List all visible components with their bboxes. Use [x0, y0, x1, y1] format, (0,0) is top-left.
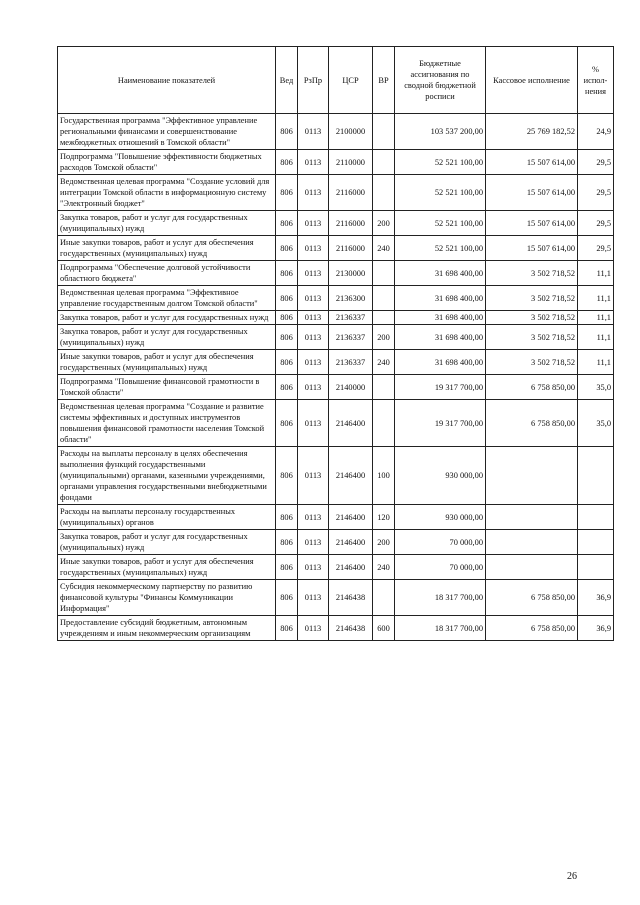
table-row — [58, 236, 614, 261]
row-pct-cell: 29,5 — [578, 211, 614, 236]
row-csr-cell: 2130000 — [329, 261, 373, 286]
row-rzpr-cell: 0113 — [298, 286, 329, 311]
row-name-cell: Подпрограмма "Повышение эффективности бюджетных расходов Томской области" — [58, 150, 276, 175]
row-ved-cell: 806 — [276, 261, 298, 286]
row-budget-cell: 31 698 400,00 — [395, 350, 486, 375]
row-vr-cell — [373, 375, 395, 400]
row-vr-cell — [373, 150, 395, 175]
row-pct-cell: 35,0 — [578, 400, 614, 447]
row-ved-cell: 806 — [276, 447, 298, 505]
row-pct-cell: 36,9 — [578, 580, 614, 616]
row-name-cell: Подпрограмма "Повышение финансовой грамотности в Томской области" — [58, 375, 276, 400]
row-kassa-cell: 6 758 850,00 — [486, 580, 578, 616]
row-pct-cell: 11,1 — [578, 261, 614, 286]
row-ved-cell: 806 — [276, 325, 298, 350]
row-budget-cell: 18 317 700,00 — [395, 616, 486, 641]
table-row — [58, 261, 614, 286]
row-csr-cell: 2140000 — [329, 375, 373, 400]
page-number: 26 — [567, 871, 577, 882]
row-csr-cell: 2146400 — [329, 555, 373, 580]
row-rzpr-cell: 0113 — [298, 530, 329, 555]
row-kassa-cell — [486, 530, 578, 555]
row-name-cell: Закупка товаров, работ и услуг для государственных (муниципальных) нужд — [58, 325, 276, 350]
row-csr-cell: 2136337 — [329, 350, 373, 375]
row-name-cell: Закупка товаров, работ и услуг для государственных (муниципальных) нужд — [58, 211, 276, 236]
row-kassa-cell — [486, 505, 578, 530]
row-csr-cell: 2100000 — [329, 114, 373, 150]
row-pct-cell: 11,1 — [578, 325, 614, 350]
row-vr-cell — [373, 311, 395, 325]
row-name-cell: Ведомственная целевая программа "Создание условий для интеграции Томской области в информационную систему "Электронный бюджет" — [58, 175, 276, 211]
row-budget-cell: 103 537 200,00 — [395, 114, 486, 150]
row-pct-cell — [578, 447, 614, 505]
row-vr-cell — [373, 261, 395, 286]
row-pct-cell: 11,1 — [578, 286, 614, 311]
row-ved-cell: 806 — [276, 150, 298, 175]
row-budget-cell: 31 698 400,00 — [395, 286, 486, 311]
row-ved-cell: 806 — [276, 350, 298, 375]
row-budget-cell: 930 000,00 — [395, 505, 486, 530]
table-row — [58, 555, 614, 580]
row-rzpr-cell: 0113 — [298, 114, 329, 150]
table-row — [58, 114, 614, 150]
header-rzpr: РзПр — [298, 47, 329, 114]
row-name-cell: Предоставление субсидий бюджетным, автономным учреждениям и иным некоммерческим организациям — [58, 616, 276, 641]
row-ved-cell: 806 — [276, 530, 298, 555]
row-csr-cell: 2146400 — [329, 505, 373, 530]
header-csr: ЦСР — [329, 47, 373, 114]
row-vr-cell: 200 — [373, 211, 395, 236]
table-row — [58, 175, 614, 211]
row-kassa-cell: 15 507 614,00 — [486, 211, 578, 236]
row-rzpr-cell: 0113 — [298, 350, 329, 375]
row-pct-cell — [578, 555, 614, 580]
table-row — [58, 311, 614, 325]
row-ved-cell: 806 — [276, 114, 298, 150]
row-csr-cell: 2116000 — [329, 236, 373, 261]
row-csr-cell: 2146438 — [329, 616, 373, 641]
row-rzpr-cell: 0113 — [298, 311, 329, 325]
row-ved-cell: 806 — [276, 375, 298, 400]
table-row — [58, 350, 614, 375]
row-kassa-cell: 6 758 850,00 — [486, 616, 578, 641]
row-kassa-cell: 6 758 850,00 — [486, 375, 578, 400]
row-rzpr-cell: 0113 — [298, 555, 329, 580]
table-body — [58, 114, 614, 641]
table-row — [58, 530, 614, 555]
row-name-cell: Расходы на выплаты персоналу в целях обеспечения выполнения функций государственными (муниципальными) органами, казенными учреждениями, органами управления государственными внебюджетными фондами — [58, 447, 276, 505]
row-name-cell: Ведомственная целевая программа "Создание и развитие системы эффективных и доступных инструментов повышения финансовой грамотности населения Томской области" — [58, 400, 276, 447]
budget-execution-table — [57, 46, 614, 641]
row-ved-cell: 806 — [276, 236, 298, 261]
row-vr-cell: 200 — [373, 530, 395, 555]
row-name-cell: Иные закупки товаров, работ и услуг для обеспечения государственных (муниципальных) нужд — [58, 236, 276, 261]
row-kassa-cell: 15 507 614,00 — [486, 150, 578, 175]
row-ved-cell: 806 — [276, 400, 298, 447]
row-csr-cell: 2146400 — [329, 447, 373, 505]
row-pct-cell: 11,1 — [578, 311, 614, 325]
header-name: Наименование показателей — [58, 47, 276, 114]
row-budget-cell: 52 521 100,00 — [395, 175, 486, 211]
row-rzpr-cell: 0113 — [298, 175, 329, 211]
table-row — [58, 286, 614, 311]
row-name-cell: Подпрограмма "Обеспечение долговой устойчивости областного бюджета" — [58, 261, 276, 286]
row-rzpr-cell: 0113 — [298, 616, 329, 641]
row-name-cell: Ведомственная целевая программа "Эффективное управление государственным долгом Томской области" — [58, 286, 276, 311]
row-csr-cell: 2146438 — [329, 580, 373, 616]
row-kassa-cell: 15 507 614,00 — [486, 175, 578, 211]
row-vr-cell — [373, 580, 395, 616]
row-vr-cell — [373, 114, 395, 150]
row-budget-cell: 31 698 400,00 — [395, 311, 486, 325]
row-name-cell: Закупка товаров, работ и услуг для государственных (муниципальных) нужд — [58, 530, 276, 555]
row-ved-cell: 806 — [276, 505, 298, 530]
row-ved-cell: 806 — [276, 555, 298, 580]
header-vr: ВР — [373, 47, 395, 114]
row-vr-cell: 240 — [373, 350, 395, 375]
row-pct-cell — [578, 530, 614, 555]
row-budget-cell: 70 000,00 — [395, 555, 486, 580]
row-pct-cell: 29,5 — [578, 150, 614, 175]
row-kassa-cell: 3 502 718,52 — [486, 261, 578, 286]
row-ved-cell: 806 — [276, 211, 298, 236]
row-ved-cell: 806 — [276, 175, 298, 211]
row-name-cell: Расходы на выплаты персоналу государственных (муниципальных) органов — [58, 505, 276, 530]
table-row — [58, 616, 614, 641]
row-vr-cell: 120 — [373, 505, 395, 530]
row-ved-cell: 806 — [276, 286, 298, 311]
row-budget-cell: 31 698 400,00 — [395, 261, 486, 286]
row-budget-cell: 19 317 700,00 — [395, 400, 486, 447]
row-vr-cell — [373, 400, 395, 447]
row-name-cell: Закупка товаров, работ и услуг для государственных нужд — [58, 311, 276, 325]
row-vr-cell: 240 — [373, 555, 395, 580]
row-kassa-cell: 3 502 718,52 — [486, 350, 578, 375]
row-kassa-cell: 3 502 718,52 — [486, 311, 578, 325]
row-rzpr-cell: 0113 — [298, 580, 329, 616]
row-rzpr-cell: 0113 — [298, 505, 329, 530]
row-name-cell: Иные закупки товаров, работ и услуг для обеспечения государственных (муниципальных) нужд — [58, 350, 276, 375]
row-name-cell: Иные закупки товаров, работ и услуг для обеспечения государственных (муниципальных) нужд — [58, 555, 276, 580]
row-pct-cell: 11,1 — [578, 350, 614, 375]
header-kassa: Кассовое исполнение — [486, 47, 578, 114]
table-row — [58, 400, 614, 447]
row-rzpr-cell: 0113 — [298, 447, 329, 505]
table-header-row — [58, 47, 614, 114]
row-rzpr-cell: 0113 — [298, 325, 329, 350]
row-rzpr-cell: 0113 — [298, 211, 329, 236]
row-rzpr-cell: 0113 — [298, 261, 329, 286]
row-budget-cell: 19 317 700,00 — [395, 375, 486, 400]
row-vr-cell: 100 — [373, 447, 395, 505]
table-row — [58, 325, 614, 350]
row-rzpr-cell: 0113 — [298, 400, 329, 447]
header-budget: Бюджетные ассигнования по сводной бюджетной росписи — [395, 47, 486, 114]
row-kassa-cell: 3 502 718,52 — [486, 286, 578, 311]
row-csr-cell: 2136337 — [329, 325, 373, 350]
row-name-cell: Субсидия некоммерческому партнерству по развитию финансовой культуры "Финансы Коммуникации Информация" — [58, 580, 276, 616]
row-rzpr-cell: 0113 — [298, 375, 329, 400]
row-vr-cell — [373, 286, 395, 311]
table-row — [58, 375, 614, 400]
row-rzpr-cell: 0113 — [298, 150, 329, 175]
row-budget-cell: 70 000,00 — [395, 530, 486, 555]
row-vr-cell: 600 — [373, 616, 395, 641]
row-pct-cell: 29,5 — [578, 175, 614, 211]
row-ved-cell: 806 — [276, 580, 298, 616]
row-kassa-cell — [486, 555, 578, 580]
row-pct-cell: 35,0 — [578, 375, 614, 400]
row-pct-cell: 36,9 — [578, 616, 614, 641]
row-name-cell: Государственная программа "Эффективное управление региональными финансами и совершенствование межбюджетных отношений в Томской области" — [58, 114, 276, 150]
row-csr-cell: 2136337 — [329, 311, 373, 325]
row-budget-cell: 31 698 400,00 — [395, 325, 486, 350]
row-vr-cell — [373, 175, 395, 211]
row-csr-cell: 2146400 — [329, 530, 373, 555]
row-csr-cell: 2136300 — [329, 286, 373, 311]
header-pct: % испол-нения — [578, 47, 614, 114]
row-vr-cell: 200 — [373, 325, 395, 350]
row-kassa-cell: 15 507 614,00 — [486, 236, 578, 261]
row-budget-cell: 52 521 100,00 — [395, 150, 486, 175]
row-vr-cell: 240 — [373, 236, 395, 261]
row-budget-cell: 930 000,00 — [395, 447, 486, 505]
row-ved-cell: 806 — [276, 311, 298, 325]
table-row — [58, 447, 614, 505]
row-csr-cell: 2116000 — [329, 175, 373, 211]
row-csr-cell: 2146400 — [329, 400, 373, 447]
row-pct-cell — [578, 505, 614, 530]
row-rzpr-cell: 0113 — [298, 236, 329, 261]
row-pct-cell: 24,9 — [578, 114, 614, 150]
header-ved: Вед — [276, 47, 298, 114]
row-kassa-cell: 3 502 718,52 — [486, 325, 578, 350]
row-budget-cell: 52 521 100,00 — [395, 236, 486, 261]
row-kassa-cell: 6 758 850,00 — [486, 400, 578, 447]
row-csr-cell: 2116000 — [329, 211, 373, 236]
table-row — [58, 505, 614, 530]
row-csr-cell: 2110000 — [329, 150, 373, 175]
table-row — [58, 580, 614, 616]
row-budget-cell: 18 317 700,00 — [395, 580, 486, 616]
table-row — [58, 150, 614, 175]
row-budget-cell: 52 521 100,00 — [395, 211, 486, 236]
row-ved-cell: 806 — [276, 616, 298, 641]
row-kassa-cell: 25 769 182,52 — [486, 114, 578, 150]
row-kassa-cell — [486, 447, 578, 505]
row-pct-cell: 29,5 — [578, 236, 614, 261]
table-row — [58, 211, 614, 236]
